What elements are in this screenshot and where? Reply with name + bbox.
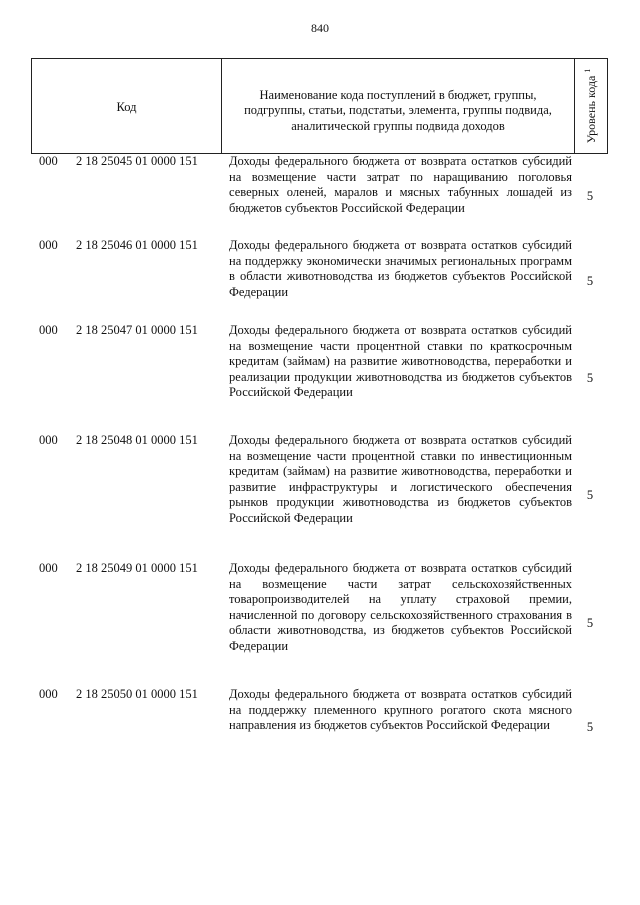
table-row bbox=[31, 433, 608, 561]
table-row bbox=[31, 154, 608, 238]
header-code: Код bbox=[32, 59, 222, 153]
header-level-label bbox=[583, 69, 599, 144]
header-level-footnote: 1 bbox=[583, 68, 592, 73]
row-name: Доходы федерального бюджета от возврата остатков субсидий на поддержку экономически значимых региональных программ в области животноводства из бюджетов субъектов Российской Федерации bbox=[229, 238, 572, 299]
row-level: 5 bbox=[586, 274, 594, 288]
row-admin-code: 000 bbox=[39, 561, 58, 575]
row-level: 5 bbox=[586, 371, 594, 385]
table-row bbox=[31, 561, 608, 687]
row-level: 5 bbox=[586, 616, 594, 630]
page-number: 840 bbox=[311, 21, 329, 35]
table-body bbox=[31, 154, 608, 767]
row-name: Доходы федерального бюджета от возврата остатков субсидий на возмещение части затрат сельскохозяйственных товаропроизводителей на уплату страховой премии, начисленной по договору сельскохозяйственного страхования в области животноводства, из бюджетов субъектов Российской Федерации bbox=[229, 561, 572, 653]
row-code: 2 18 25048 01 0000 151 bbox=[76, 433, 198, 447]
row-level: 5 bbox=[586, 720, 594, 734]
row-admin-code: 000 bbox=[39, 238, 58, 252]
row-name: Доходы федерального бюджета от возврата остатков субсидий на поддержку племенного крупного рогатого скота мясного направления из бюджетов субъектов Российской Федерации bbox=[229, 687, 572, 732]
row-code: 2 18 25049 01 0000 151 bbox=[76, 561, 198, 575]
row-level: 5 bbox=[586, 189, 594, 203]
row-code: 2 18 25050 01 0000 151 bbox=[76, 687, 198, 701]
header-name: Наименование кода поступлений в бюджет, группы, подгруппы, статьи, подстатьи, элемента, группы подвида, аналитической группы подвида доходов bbox=[222, 59, 575, 153]
row-admin-code: 000 bbox=[39, 687, 58, 701]
header-level-text: Уровень кода bbox=[584, 75, 598, 144]
row-name: Доходы федерального бюджета от возврата остатков субсидий на возмещение части процентной ставки по краткосрочным кредитам (займам) на развитие животноводства, переработки и реализации продукции животноводства из бюджетов субъектов Российской Федерации bbox=[229, 323, 572, 399]
row-level: 5 bbox=[586, 488, 594, 502]
row-admin-code: 000 bbox=[39, 433, 58, 447]
row-admin-code: 000 bbox=[39, 323, 58, 337]
header-level bbox=[575, 59, 607, 153]
table-row bbox=[31, 238, 608, 323]
row-code: 2 18 25046 01 0000 151 bbox=[76, 238, 198, 252]
row-name: Доходы федерального бюджета от возврата остатков субсидий на возмещение части затрат по наращиванию поголовья северных оленей, маралов и мясных табунных лошадей из бюджетов субъектов Российской Федерации bbox=[229, 154, 572, 215]
row-admin-code: 000 bbox=[39, 154, 58, 168]
row-code: 2 18 25045 01 0000 151 bbox=[76, 154, 198, 168]
row-code: 2 18 25047 01 0000 151 bbox=[76, 323, 198, 337]
table-header bbox=[31, 58, 608, 154]
table-row bbox=[31, 687, 608, 767]
table-row bbox=[31, 323, 608, 433]
row-name: Доходы федерального бюджета от возврата остатков субсидий на возмещение части процентной ставки по инвестиционным кредитам (займам) на развитие животноводства, переработки и развитие инфраструктуры и логистического обеспечения рынков продукции животноводства из бюджетов субъектов Российской Федерации bbox=[229, 433, 572, 525]
